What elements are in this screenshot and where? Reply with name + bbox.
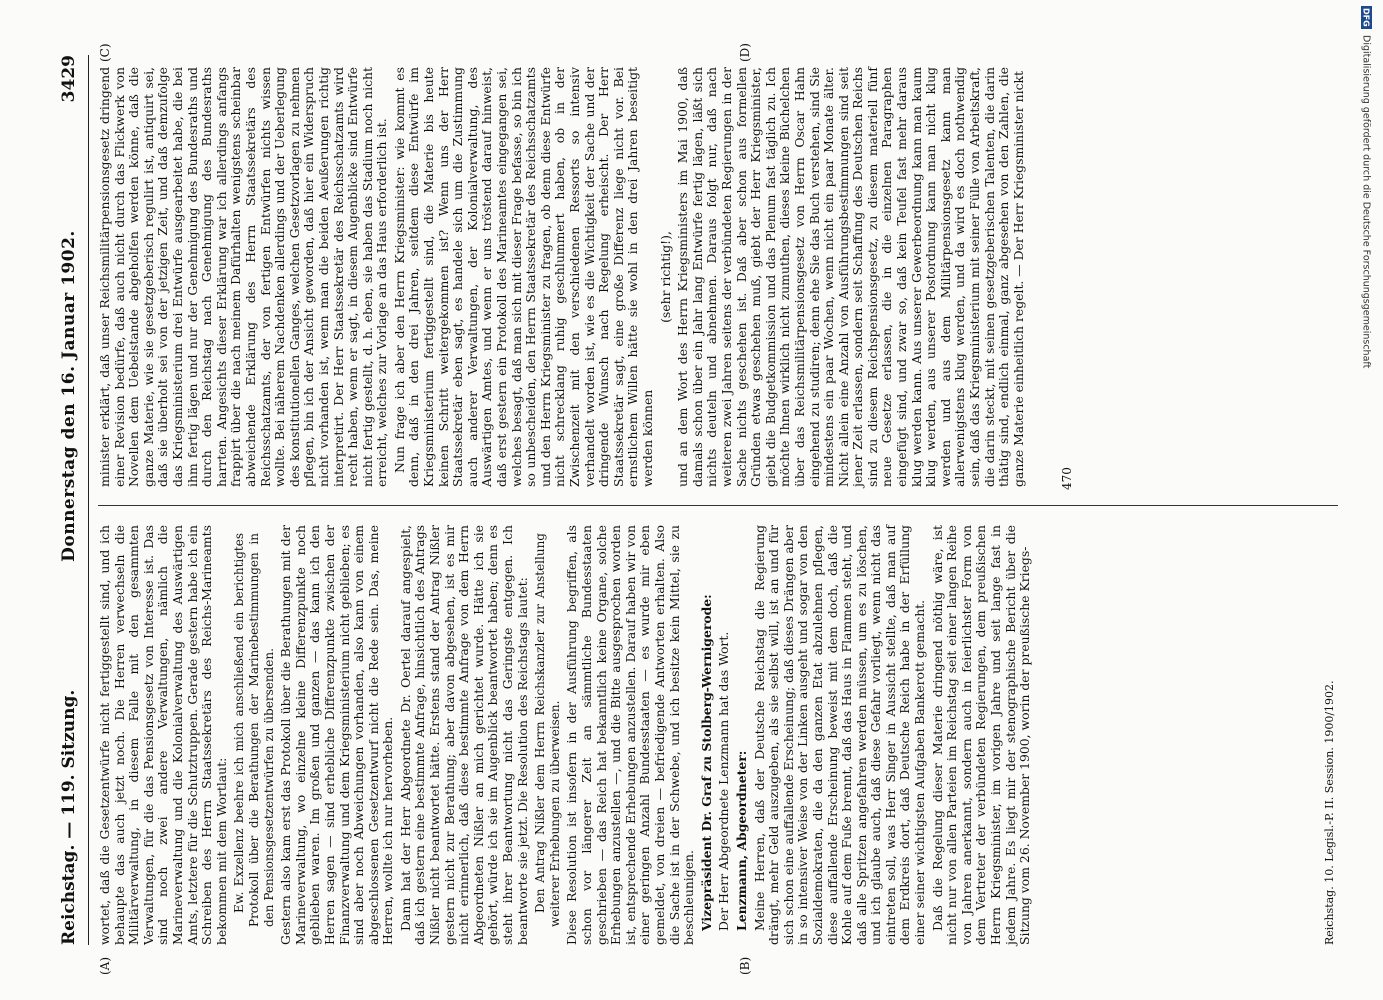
speaker-name: Vizepräsident Dr. Graf zu Stolberg-Wernigerode: <box>698 594 714 931</box>
paragraph: und an dem Wort des Herrn Kriegsministers im Mai 1900, daß damals schon über ein Jahr lang Entwürfe fertig lägen, läßt sich nichts deuteln und abnehmen. Daraus folgt nur, daß nach weiteren zwei Jahren seitens der verbündeten Regierungen in der Sache nichts geschehen ist. Daß aber schon aus formellen Gründen etwas geschehen muß, giebt der Herr Kriegsminister, giebt die Budgetkommission und das Plenum fast täglich zu. Ich möchte Ihnen wirklich nicht zumuthen, dieses kleine Büchelchen über das Reichsmilitärpensionsgesetz von Herrn Oscar Hahn eingehend zu studiren; denn ehe Sie das Buch verstehen, sind Sie mindestens ein paar Wochen, wenn nicht ein paar Monate älter. Nicht allein eine Anzahl von Ausführungsbestimmungen sind seit jener Zeit erlassen, sondern seit Schaffung des Deutschen Reichs sind zu diesem Reichspensionsgesetz, zu diesem materiell fünf neue Gesetze erlassen, die in die einzelnen Paragraphen eingefügt sind, und zwar so, daß kein Teufel fast mehr daraus klug werden kann. Aus unserer Gewerbeordnung kann man kaum klug werden, aus unserer Postordnung kann man nicht klug werden und aus dem Militärpensionsgesetz kann man allerwenigstens klug werden, und da wird es doch nothwendig sein, daß das Kriegsministerium mit seiner Fülle von Arbeitskraft, die darin steckt, mit seinen gesetzgeberischen Talenten, die darin thätig sind, endlich einmal, ganz abgesehen von den Zahlen, die ganze Materie einheitlich regelt. — Der Herr Kriegsminister nickt <box>675 67 1026 487</box>
interjection: (sehr richtig!), <box>657 231 673 323</box>
page-header <box>50 55 89 945</box>
left-column <box>97 525 1338 975</box>
header-left: Reichstag. — 119. Sitzung. <box>59 689 79 945</box>
rotated-sheet <box>50 43 1350 975</box>
speaker-name: Lenzmann, Abgeordneter: <box>733 750 749 931</box>
digitization-text: Digitalisierung gefördert durch die Deutsche Forschungsgemeinschaft <box>1360 34 1372 368</box>
marker-c: (C) <box>98 43 112 62</box>
marker-d: (D) <box>738 43 752 62</box>
paragraph: Daß die Regelung dieser Materie dringend nöthig wäre, ist nicht nur von allen Parteien im Reichstag seit einer langen Reihe von Jahren anerkannt, sondern auch in feierlichster Form von dem Vertreter der verbündeten Regierungen, dem preußischen Herrn Kriegsminister, im vorigen Jahre und seit lange fast in jedem Jahre. Es liegt mir der stenographische Bericht über die Sitzung vom 26. November 1900, worin der preußische Kriegs- <box>929 525 1033 945</box>
paragraph: Diese Resolution ist insofern in der Ausführung begriffen, als schon vor längerer Zeit an sämmtliche Bundesstaaten geschrieben — das Reich hat bekanntlich keine Organe, solche Erhebungen anzustellen —, und die Bitte ausgesprochen worden ist, entsprechende Erhebungen anzustellen. Darauf haben wir von einer geringen Anzahl Bundesstaaten — es wurde mir eben gemeldet, von dreien — befriedigende Antworten erhalten. Also die Sache ist in der Schwebe, und ich besitze kein Mittel, sie zu beschleunigen. <box>564 525 697 945</box>
paragraph: Dann hat der Herr Abgeordnete Dr. Oertel darauf angespielt, daß ich gestern eine bestimmte Anfrage, hinsichtlich des Antrags Nißler nicht beantwortet hätte. Erstens stand der Antrag Nißler gestern nicht zur Berathung; aber davon abgesehen, ist es mir nicht erinnerlich, daß diese bestimmte Anfrage von dem Herrn Abgeordneten Nißler an mich gerichtet wurde. Hätte ich sie gehört, würde ich sie im Augenblick beantwortet haben; denn es steht ihrer Beantwortung nicht das Geringste entgegen. Ich beantworte sie jetzt. Die Resolution des Reichstags lautet: <box>397 525 530 945</box>
paragraph: Nun frage ich aber den Herrn Kriegsminister: wie kommt es denn, daß in den drei Jahren, seitdem diese Entwürfe im Kriegsministerium fertiggestellt sind, die Materie bis heute keinen Schritt weitergekommen ist? Wenn uns der Herr Staatssekretär eben sagt, es handele sich um die Zustimmung auch anderer Verwaltungen, der Kolonialverwaltung, des Auswärtigen Amtes, und wenn er uns tröstend darauf hinweist, daß erst gestern ein Protokoll des Marineamtes eingegangen sei, welches besagt, daß man sich mit dieser Frage befasse, so bin ich so unbescheiden, den Herrn Staatssekretär des Reichsschatzamts und den Herrn Kriegsminister zu fragen, ob denn diese Entwürfe nicht schrecklang ruhig geschlummert haben, ob in der Zwischenzeit mit den verschiedenen Ressorts so intensiv verhandelt worden ist, wie es die Wichtigkeit der Sache und der dringende Wunsch nach Regelung erheischt. Der Herr Staatssekretär sagt, eine große Differenz liege nicht vor. Bei ernstlichem Willen hätte sie wohl in den drei Jahren beseitigt werden können <box>391 67 655 487</box>
marker-b: (B) <box>738 956 752 975</box>
paragraph: Meine Herren, daß der Deutsche Reichstag die Regierung drängt, mehr Geld auszugeben, als sie selbst will, ist an und für sich schon eine auffallende Erscheinung; daß dieses Drängen aber in so intensiver Weise von der Linken ausgeht und sogar von den Sozialdemokraten, die da den ganzen Etat abzulehnen pflegen, diese auffallende Erscheinung beweist mit dem doch, daß die Kohle auf dem Fuße brennt, daß das Haus in Flammen steht, und daß alle Spritzen angefahren werden müssen, um es zu löschen, und ich glaube auch, daß diese Gefahr vorliegt, wenn nicht das eintreten soll, was Herr Singer in Aussicht stellte, daß man auf dem Erdkreis dort, daß Deutsche Reich habe in der Erfüllung einer seiner wichtigsten Aufgaben Bankerott gemacht. <box>751 525 928 945</box>
digitization-note <box>1358 6 1374 994</box>
paragraph: minister erklärt, daß unser Reichsmilitärpensionsgesetz dringend einer Revision bedürfe, daß auch nicht durch das Flickwerk von Novellen dem Uebelstande abgeholfen werden könne, daß die ganze Materie, wie sie gesetzgeberisch regulirt ist, antiquirt sei, daß sie überholt sei von der jetzigen Zeit, und daß demzufolge das Kriegsministerium drei Entwürfe ausgearbeitet habe, die bei ihm fertig lägen und nur der Genehmigung des Bundesraths und durch den Reichstag nach Genehmigung des Bundesraths harrten. Angesichts dieser Erklärung war ich allerdings anfangs frappirt über die nach meinem Dafürhalten wenigstens scheinbar abweichende Erklärung des Herrn Staatssekretärs des Reichsschatzamts, der von fertigen Entwürfen nichts wissen wollte. Bei näherem Nachdenken allerdings und der Ueberlegung des konstitutionellen Ganges, welchen Gesetzvorlagen zu nehmen pflegen, bin ich der Ansicht geworden, daß hier ein Widerspruch nicht vorhanden ist, wenn man die beiden Aeußerungen richtig interpretirt. Der Herr Staatssekretär des Reichsschatzamts wird recht haben, wenn er sagt, in diesem Augenblicke sind Entwürfe nicht fertig gestellt, d. h. eben, sie haben das Stadium noch nicht erreicht, welches zur Vorlage an das Haus erforderlich ist. <box>97 67 390 487</box>
paragraph: Gestern also kam erst das Protokoll über die Berathungen mit der Marineverwaltung, wo einzelne kleine Differenzpunkte noch geblieben waren. Im großen und ganzen — das kann ich den Herren sagen — sind erhebliche Differenzpunkte zwischen der Finanzverwaltung und dem Kriegsministerium nicht geblieben; es sind aber noch Abweichungen vorhanden, also kann von einem abgeschlossenen Gesetzentwurf nicht die Rede sein. Das, meine Herren, wollte ich nur hervorheben. <box>278 525 396 945</box>
marker-a: (A) <box>98 956 112 975</box>
header-date: Donnerstag den 16. Januar 1902. <box>59 230 79 562</box>
page-number: 3429 <box>59 55 79 103</box>
right-column <box>97 43 1338 487</box>
dfg-logo: DFG <box>1361 8 1371 27</box>
quote: Ew. Exzellenz beehre ich mich anschließend ein berichtigtes Protokoll über die Berathungen der Marinebestimmungen in den Pensionsgesetzentwürfen zu übersenden. <box>232 533 276 927</box>
session-footer: Reichstag. 10. Legisl.-P. II. Session. 1900/1902. <box>1323 680 1337 945</box>
sheet-number: 470 <box>1060 467 1074 490</box>
column-divider <box>98 505 1338 506</box>
quote: Den Antrag Nißler dem Herrn Reichskanzler zur Anstellung weiterer Erhebungen zu überweisen. <box>533 533 562 927</box>
paragraph: Der Herr Abgeordnete Lenzmann hat das Wort. <box>716 631 732 931</box>
paragraph: wortet, daß die Gesetzentwürfe nicht fertiggestellt sind, und ich behaupte das auch jetzt noch. Die Herren verwechseln die Militärverwaltung, in diesem Falle mit den gesammten Verwaltungen, für die das Pensionsgesetz von Interesse ist. Das sind noch zwei andere Verwaltungen, nämlich die Marineverwaltung und die Kolonialverwaltung des Auswärtigen Amts, letztere für die Schutztruppen. Gerade gestern habe ich ein Schreiben des Herrn Staatssekretärs des Reichs-Marineamts bekommen mit dem Wortlaut: <box>97 525 229 945</box>
